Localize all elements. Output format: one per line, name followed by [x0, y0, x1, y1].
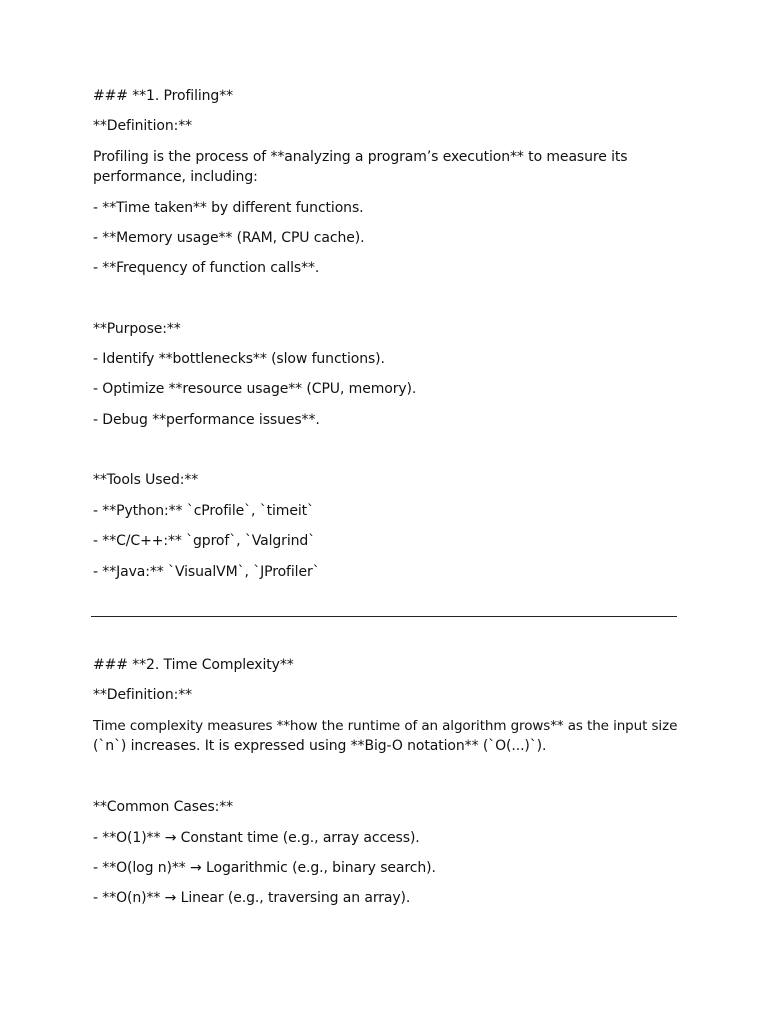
list-item: - **Frequency of function calls**.: [93, 260, 320, 276]
list-item: - Debug **performance issues**.: [93, 412, 320, 428]
list-item: - **Python:** `cProfile`, `timeit`: [93, 503, 314, 519]
tools-label: **Tools Used:**: [93, 472, 199, 488]
section1-heading: ### **1. Profiling**: [93, 88, 234, 104]
list-item: - Optimize **resource usage** (CPU, memory).: [93, 381, 417, 397]
section2-definition-line1: Time complexity measures **how the runtime of an algorithm grows** as the input size: [93, 718, 678, 734]
section2-definition-line2: (`n`) increases. It is expressed using **Big-O notation** (`O(...)`).: [93, 738, 547, 754]
list-item: - **Java:** `VisualVM`, `JProfiler`: [93, 564, 320, 580]
list-item: - **Memory usage** (RAM, CPU cache).: [93, 230, 365, 246]
section1-definition-line1: Profiling is the process of **analyzing a program’s execution** to measure its: [93, 149, 628, 165]
list-item: - **O(1)** → Constant time (e.g., array access).: [93, 830, 420, 846]
list-item: - **O(log n)** → Logarithmic (e.g., binary search).: [93, 860, 436, 876]
section2-definition-label: **Definition:**: [93, 687, 193, 703]
list-item: - Identify **bottlenecks** (slow functions).: [93, 351, 385, 367]
list-item: - **O(n)** → Linear (e.g., traversing an array).: [93, 890, 411, 906]
common-cases-label: **Common Cases:**: [93, 799, 234, 815]
section1-definition-line2: performance, including:: [93, 169, 258, 185]
list-item: - **Time taken** by different functions.: [93, 200, 364, 216]
section2-heading: ### **2. Time Complexity**: [93, 657, 294, 673]
purpose-label: **Purpose:**: [93, 321, 181, 337]
section1-definition-label: **Definition:**: [93, 118, 193, 134]
list-item: - **C/C++:** `gprof`, `Valgrind`: [93, 533, 316, 549]
horizontal-divider: [91, 616, 677, 617]
